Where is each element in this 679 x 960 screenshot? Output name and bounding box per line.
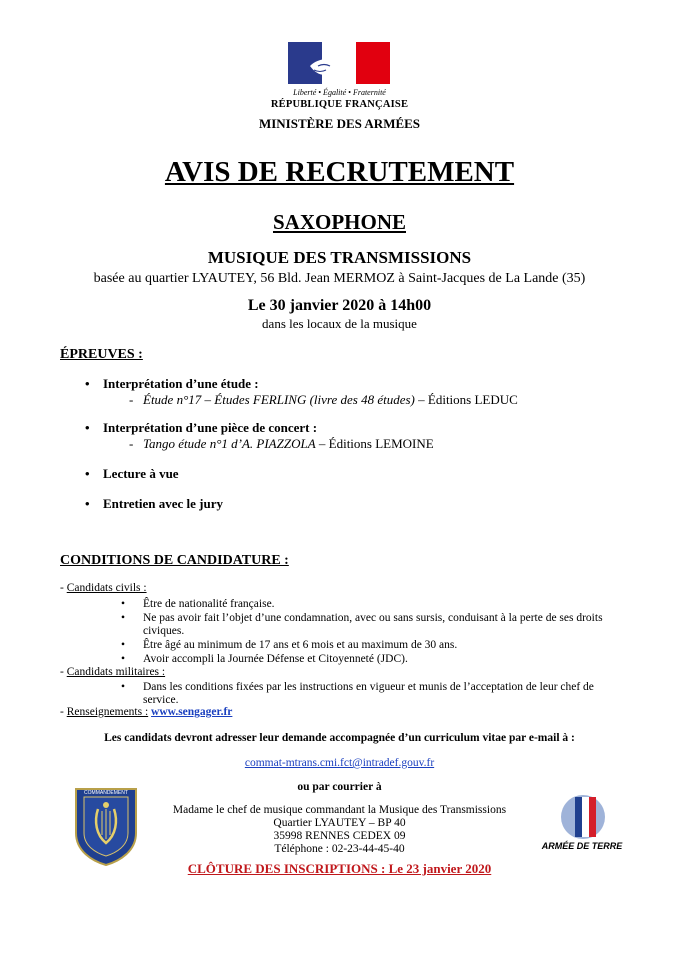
or-mail-text: ou par courrier à	[297, 781, 382, 793]
audition-place: dans les locaux de la musique	[262, 316, 417, 331]
conditions-heading: CONDITIONS DE CANDIDATURE :	[60, 553, 289, 568]
postal-address: Madame le chef de musique commandant la Musique des Transmissions Quartier LYAUTEY – BP 40 35998 RENNES CEDEX 09 Téléphone : 02-23-44-45-40	[172, 804, 507, 855]
page-title: AVIS DE RECRUTEMENT	[164, 156, 515, 188]
epreuve-detail-concert: - Tango étude n°1 d’A. PIAZZOLA – Éditions LEMOINE	[129, 436, 434, 451]
condition-item: • Être âgé au minimum de 17 ans et 6 mois et au maximum de 30 ans.	[121, 639, 458, 651]
bullet-icon: •	[85, 466, 90, 481]
condition-item: • Ne pas avoir fait l’objet d’une condamnation, avec ou sans sursis, conduisant à la perte de ses droits	[121, 612, 603, 624]
bullet-icon: •	[85, 496, 90, 511]
unit-location: basée au quartier LYAUTEY, 56 Bld. Jean MERMOZ à Saint-Jacques de La Lande (35)	[93, 271, 586, 286]
audition-date: Le 30 janvier 2020 à 14h00	[247, 297, 432, 314]
sengager-link[interactable]: www.sengager.fr	[151, 706, 233, 718]
republic-name: RÉPUBLIQUE FRANÇAISE	[270, 99, 409, 110]
epreuve-item-concert: • Interprétation d’une pièce de concert :	[85, 420, 318, 435]
armee-de-terre-logo: ARMÉE DE TERRE	[537, 793, 627, 857]
bullet-icon: •	[121, 639, 126, 651]
instrument-title: SAXOPHONE	[272, 210, 406, 234]
bullet-icon: •	[85, 376, 90, 391]
epreuve-detail-etude: - Étude n°17 – Études FERLING (livre des 48 études) – Éditions LEDUC	[129, 392, 518, 407]
condition-item: • Avoir accompli la Journée Défense et Citoyenneté (JDC).	[121, 653, 408, 665]
contact-instruction: Les candidats devront adresser leur demande accompagnée d’un curriculum vitae par e-mail à :	[104, 732, 575, 744]
ministry-name: MINISTÈRE DES ARMÉES	[258, 116, 421, 131]
bullet-icon: •	[121, 653, 126, 665]
bullet-icon: •	[121, 681, 126, 693]
condition-item: • Être de nationalité française.	[121, 598, 275, 610]
bullet-icon: •	[121, 612, 126, 624]
epreuve-item-etude: • Interprétation d’une étude :	[85, 376, 259, 391]
bullet-icon: •	[121, 598, 126, 610]
condition-item-continued: civiques.	[143, 625, 185, 637]
civils-label: - Candidats civils :	[60, 582, 147, 594]
closing-date: CLÔTURE DES INSCRIPTIONS : Le 23 janvier 2020	[187, 861, 492, 876]
condition-item: • Dans les conditions fixées par les instructions en vigueur et munis de l’acceptation de leur chef de	[121, 681, 594, 693]
epreuves-heading: ÉPREUVES :	[60, 347, 143, 362]
republic-motto: Liberté • Égalité • Fraternité	[293, 88, 386, 97]
republique-francaise-logo	[288, 42, 390, 84]
militaires-label: - Candidats militaires :	[60, 666, 166, 678]
condition-item-continued: service.	[143, 694, 179, 706]
renseignements-line: - Renseignements : www.sengager.fr	[60, 706, 233, 718]
unit-name: MUSIQUE DES TRANSMISSIONS	[207, 248, 472, 267]
email-link[interactable]: commat-mtrans.cmi.fct@intradef.gouv.fr	[244, 757, 435, 769]
commandement-musiques-badge: COMMANDEMENT	[72, 783, 140, 867]
epreuve-item-entretien: • Entretien avec le jury	[85, 496, 223, 511]
epreuve-item-lecture: • Lecture à vue	[85, 466, 179, 481]
bullet-icon: •	[85, 420, 90, 435]
